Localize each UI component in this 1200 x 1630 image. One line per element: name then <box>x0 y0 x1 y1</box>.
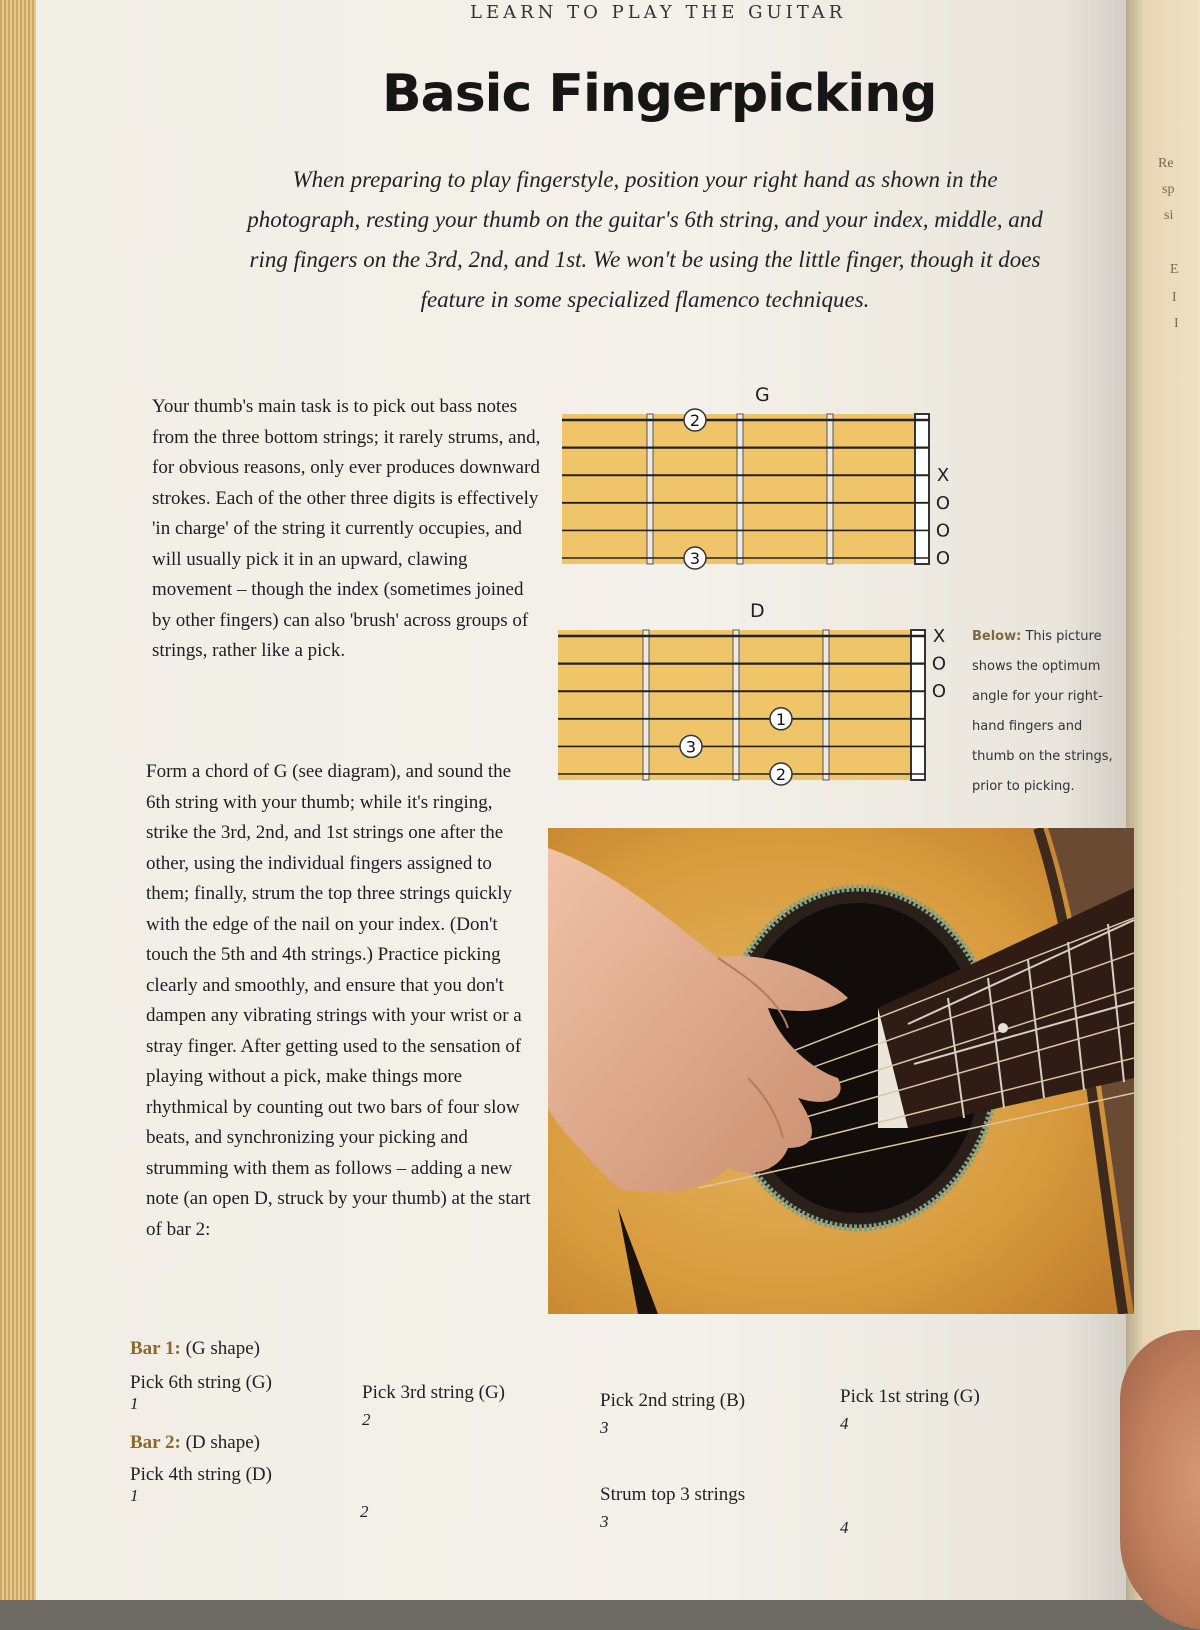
finger-number: 1 <box>775 709 787 729</box>
caption-lead: Below: <box>972 629 1022 644</box>
open-string-mark: O <box>935 492 951 514</box>
reader-thumb <box>1120 1330 1200 1630</box>
muted-string-mark: X <box>936 465 950 487</box>
bar2-label: Bar 2: <box>130 1432 181 1453</box>
step-text: Pick 2nd string (B) <box>600 1390 746 1411</box>
adjacent-text-fragment: I <box>1172 290 1177 305</box>
open-string-mark: O <box>935 520 951 542</box>
bar1-step-4 <box>840 1386 980 1434</box>
fret-wire <box>733 630 739 780</box>
muted-string-mark: X <box>932 626 946 647</box>
finger-number: 2 <box>689 411 701 430</box>
fret-wire <box>823 630 829 780</box>
step-text: Pick 6th string (G) <box>130 1372 272 1393</box>
finger-dot <box>684 547 706 569</box>
step-text: Pick 3rd string (G) <box>362 1382 506 1403</box>
step-text: Strum top 3 strings <box>600 1484 746 1505</box>
fret-wire <box>827 414 833 564</box>
open-string-mark: O <box>935 548 951 569</box>
finger-dot <box>684 409 706 431</box>
chord-name-g: G <box>755 384 770 406</box>
open-string-mark: O <box>931 653 947 675</box>
bar2-step-3 <box>600 1484 745 1532</box>
step-text: Pick 1st string (G) <box>840 1386 980 1407</box>
bar1-heading <box>130 1338 260 1360</box>
step-count: 1 <box>130 1394 139 1413</box>
bar1-label: Bar 1: <box>130 1338 181 1359</box>
finger-number: 3 <box>685 737 697 757</box>
adjacent-text-fragment: I <box>1174 316 1179 331</box>
fret-wire <box>643 630 649 780</box>
running-header: LEARN TO PLAY THE GUITAR <box>470 2 847 23</box>
bar1-step-2 <box>362 1382 505 1430</box>
bar1-step-3 <box>600 1390 745 1438</box>
open-string-mark: O <box>931 681 947 703</box>
step-count: 2 <box>360 1502 369 1521</box>
finger-number: 3 <box>689 549 701 568</box>
adjacent-text-fragment: E <box>1170 262 1179 277</box>
bar1-step-1 <box>130 1372 272 1414</box>
step-text: Pick 4th string (D) <box>130 1464 272 1485</box>
step-count: 4 <box>840 1414 849 1433</box>
chord-diagram-g <box>562 404 962 576</box>
photo-caption <box>972 622 1122 802</box>
body-paragraph: Your thumb's main task is to pick out bass notes from the three bottom strings; it rarely strums, and, for obvious reasons, only ever produces downward strokes. Each of the other three digits is effectively 'in charge' of the string it currently occupies, and will usually pick it in an upward, clawing movement – though the index (sometimes joined by other fingers) can also 'brush' across groups of strings, rather like a pick. <box>152 396 541 661</box>
bar1-shape: (G shape) <box>185 1338 260 1359</box>
guitar-hand-photo <box>548 828 1134 1314</box>
nut <box>911 630 925 780</box>
body-paragraph: Form a chord of G (see diagram), and sound the 6th string with your thumb; while it's ringing, strike the 3rd, 2nd, and 1st strings one after the other, using the individual fingers assigned to them; finally, strum the top three strings quickly with the edge of the nail on your index. (Don't touch the 5th and 4th strings.) Practice picking clearly and smoothly, and ensure that you don't dampen any vibrating strings with your wrist or a stray finger. After getting used to the sensation of playing without a pick, make things more rhythmical by counting out two bars of four slow beats, and synchronizing your picking and strumming with them as follows – adding a new note (an open D, struck by your thumb) at the start of bar 2: <box>146 761 531 1240</box>
chord-diagram-d <box>558 620 958 792</box>
bar2-step-2 <box>360 1502 369 1522</box>
intro-paragraph: When preparing to play fingerstyle, position your right hand as shown in the photograph, resting your thumb on the guitar's 6th string, and your index, middle, and ring fingers on the 3rd, 2nd, and 1st. We won't be using the little finger, though it does feature in some specialized flamenco techniques. <box>247 167 1043 312</box>
caption-text: This picture shows the optimum angle for your right-hand fingers and thumb on the strings, prior to picking. <box>972 629 1113 794</box>
page-edge-left <box>0 0 40 1600</box>
adjacent-text-fragment: si <box>1164 208 1174 223</box>
step-count: 3 <box>600 1512 609 1531</box>
fret-wire <box>737 414 743 564</box>
bar2-step-4 <box>840 1518 849 1538</box>
bar2-shape: (D shape) <box>185 1432 260 1453</box>
adjacent-text-fragment: sp <box>1162 182 1175 197</box>
finger-number: 2 <box>775 765 787 784</box>
step-count: 3 <box>600 1418 609 1437</box>
page-title: Basic Fingerpicking <box>382 64 937 124</box>
fret-wire <box>647 414 653 564</box>
step-count: 1 <box>130 1486 139 1505</box>
chord-name-d: D <box>750 600 765 622</box>
bar2-step-1 <box>130 1464 272 1506</box>
step-count: 4 <box>840 1518 849 1537</box>
finger-dot <box>770 708 792 730</box>
step-count: 2 <box>362 1410 371 1429</box>
finger-dot <box>680 735 702 757</box>
bar2-heading <box>130 1432 260 1454</box>
nut <box>915 414 929 564</box>
finger-dot <box>770 763 792 785</box>
adjacent-text-fragment: Re <box>1158 156 1174 171</box>
